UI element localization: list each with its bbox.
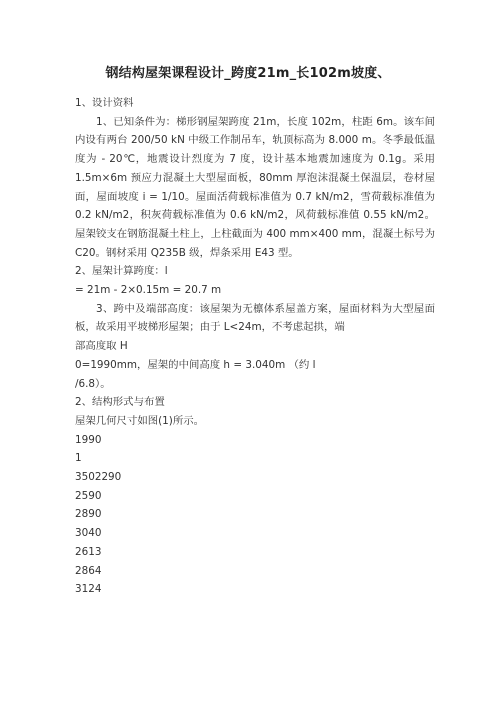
formula-span: = 21m - 2×0.15m = 20.7 m <box>75 284 222 297</box>
paragraph-known-conditions: 1、已知条件为：梯形钢屋架跨度 21m，长度 102m，柱距 6m。该车间内设有两台 200/50 kN 中级工作制吊车，轨顶标高为 8.000 m。冬季最低温度为 - 20℃，地震设计烈度为 7 度，设计基本地震加速度为 0.1g。采用 1.5m×6m 预应力混凝土大型屋面板，80mm 厚泡沫混凝土保温层，卷材屋面，屋面坡度 i = 1/10。屋面活荷载标准值为 0.7 kN/m2，雪荷载标准值为 0.2 kN/m2，积灰荷载标准值为 0.6 kN/m2，风荷载标准值 0.55 kN/m2。屋架铰支在钢筋混凝土柱上，上柱截面为 400 mm×400 mm，混凝土标号为 C20。钢材采用 Q235B 级，焊条采用 E43 型。 <box>75 115 435 259</box>
dimension-value: 3040 <box>75 527 102 540</box>
paragraph-ratio: /6.8）。 <box>75 377 111 390</box>
dimension-value: 2613 <box>75 545 102 558</box>
paragraph-end-height: 部高度取 H <box>75 340 128 353</box>
dimension-value: 2590 <box>75 489 102 502</box>
document-body <box>75 94 435 599</box>
dimension-value: 1 <box>75 452 82 465</box>
paragraph-figure-ref: 屋架几何尺寸如图(1)所示。 <box>75 414 205 427</box>
dimension-value: 2864 <box>75 564 102 577</box>
paragraph-heights: 3、跨中及端部高度：该屋架为无檩体系屋盖方案，屋面材料为大型屋面板，故采用平坡梯形屋架；由于 L<24m，不考虑起拱，端 <box>75 302 435 334</box>
dimension-value: 3124 <box>75 583 102 596</box>
dimension-value: 1990 <box>75 433 102 446</box>
document-title: 钢结构屋架课程设计_跨度21m_长102m坡度、 <box>105 66 391 81</box>
dimension-value: 3502290 <box>75 471 122 484</box>
paragraph-calculated-span: 2、屋架计算跨度：l <box>75 265 168 278</box>
dimension-value: 2890 <box>75 508 102 521</box>
paragraph-mid-height: 0=1990mm，屋架的中间高度 h = 3.040m （约 l <box>75 358 316 371</box>
section-heading-design-data: 1、设计资料 <box>75 97 134 109</box>
section-heading-structure: 2、结构形式与布置 <box>75 396 165 409</box>
